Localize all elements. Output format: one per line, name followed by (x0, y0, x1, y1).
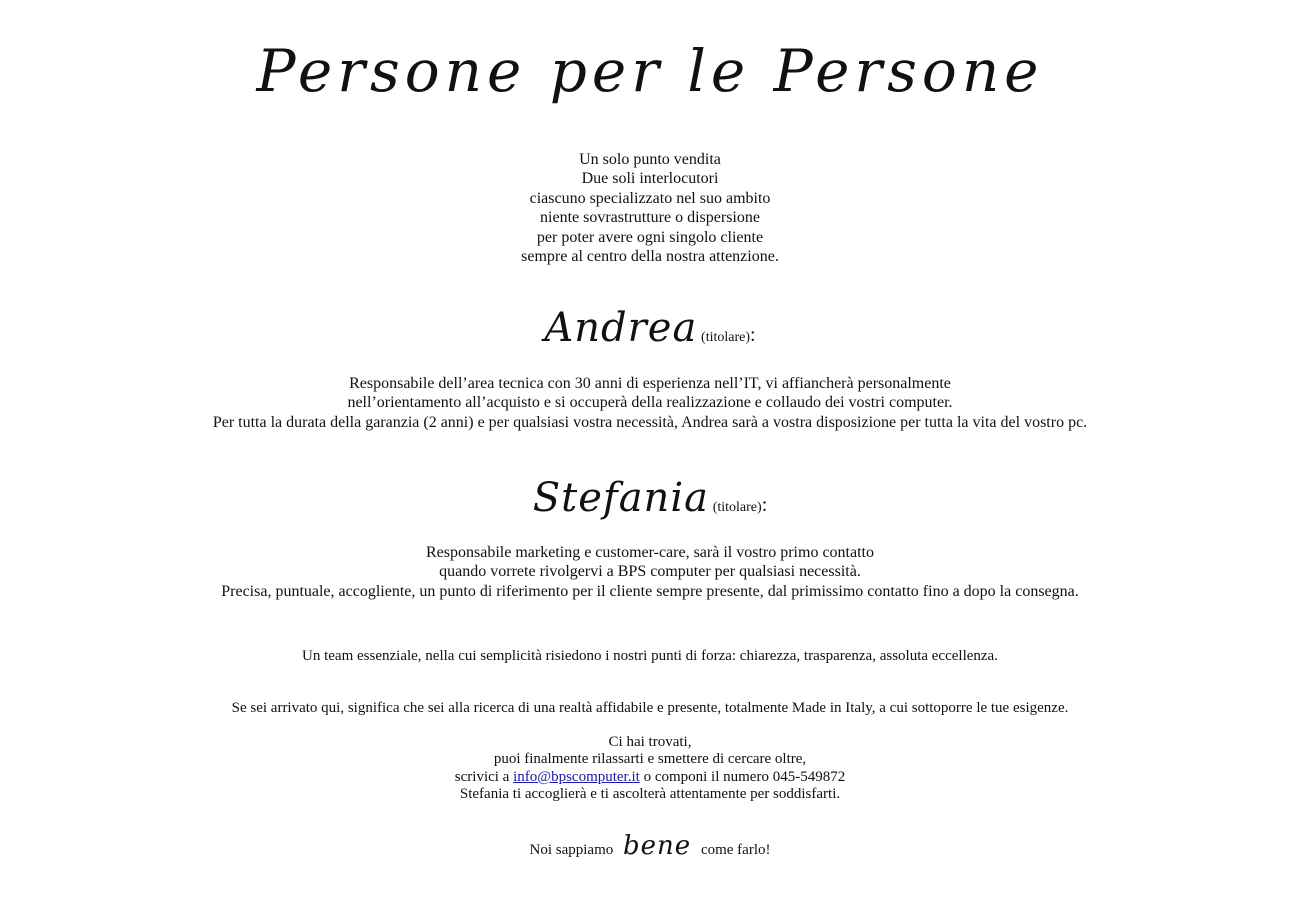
intro-line: per poter avere ogni singolo cliente (536, 228, 764, 246)
andrea-name: Andrea (544, 305, 698, 351)
stefania-name: Stefania (532, 475, 709, 521)
andrea-role: (titolare) (701, 330, 751, 345)
intro-block (0, 150, 1300, 266)
andrea-heading (0, 302, 1300, 354)
closing-suffix: come farlo! (700, 842, 771, 858)
contact-block (0, 734, 1300, 804)
contact-line: puoi finalmente rilassarti e smettere di cercare oltre, (493, 751, 807, 768)
contact-prefix: scrivici a (454, 768, 514, 785)
stefania-desc-line: Precisa, puntuale, accogliente, un punto di riferimento per il cliente sempre presente, dal primissimo contatto fino a dopo la consegna. (221, 582, 1079, 600)
page-title: Persone per le Persone (256, 37, 1044, 105)
contact-line: Ci hai trovati, (608, 734, 692, 750)
andrea-colon: : (750, 324, 756, 346)
email-link[interactable]: info@bpscomputer.it (513, 768, 640, 785)
closing-line (0, 826, 1300, 870)
closing-prefix: Noi sappiamo (529, 842, 614, 858)
intro-line: Un solo punto vendita (579, 151, 721, 168)
contact-line-email (0, 769, 1300, 786)
stefania-role: (titolare) (712, 500, 762, 515)
andrea-desc-line: Responsabile dell’area tecnica con 30 anni di esperienza nell’IT, vi affiancherà personalmente (349, 375, 951, 392)
stefania-colon: : (761, 494, 768, 516)
andrea-description (0, 374, 1300, 432)
contact-line: Stefania ti accoglierà e ti ascolterà attentamente per soddisfarti. (459, 786, 841, 803)
stefania-desc-line: Responsabile marketing e customer-care, sarà il vostro primo contatto (426, 544, 874, 561)
stefania-description (0, 543, 1300, 601)
andrea-desc-line: Per tutta la durata della garanzia (2 anni) e per qualsiasi vostra necessità, Andrea sarà a vostra disposizione per tutta la vita del vostro pc. (212, 413, 1088, 431)
intro-line: Due soli interlocutori (581, 170, 719, 188)
contact-suffix: o componi il numero 045-549872 (639, 768, 846, 785)
stefania-heading (0, 472, 1300, 524)
intro-line: sempre al centro della nostra attenzione. (521, 248, 779, 266)
andrea-desc-line: nell’orientamento all’acquisto e si occuperà della realizzazione e collaudo dei vostri computer. (347, 394, 953, 412)
arrived-statement: Se sei arrivato qui, significa che sei alla ricerca di una realtà affidabile e presente, totalmente Made in Italy, a cui sottoporre le tue esigenze. (231, 700, 1069, 716)
intro-line: niente sovrastrutture o dispersione (540, 209, 760, 227)
team-statement: Un team essenziale, nella cui semplicità risiedono i nostri punti di forza: chiarezza, trasparenza, assoluta eccellenza. (302, 648, 998, 664)
intro-line: ciascuno specializzato nel suo ambito (529, 189, 771, 207)
closing-script-word: bene (623, 831, 692, 861)
stefania-desc-line: quando vorrete rivolgervi a BPS computer per qualsiasi necessità. (439, 563, 861, 581)
